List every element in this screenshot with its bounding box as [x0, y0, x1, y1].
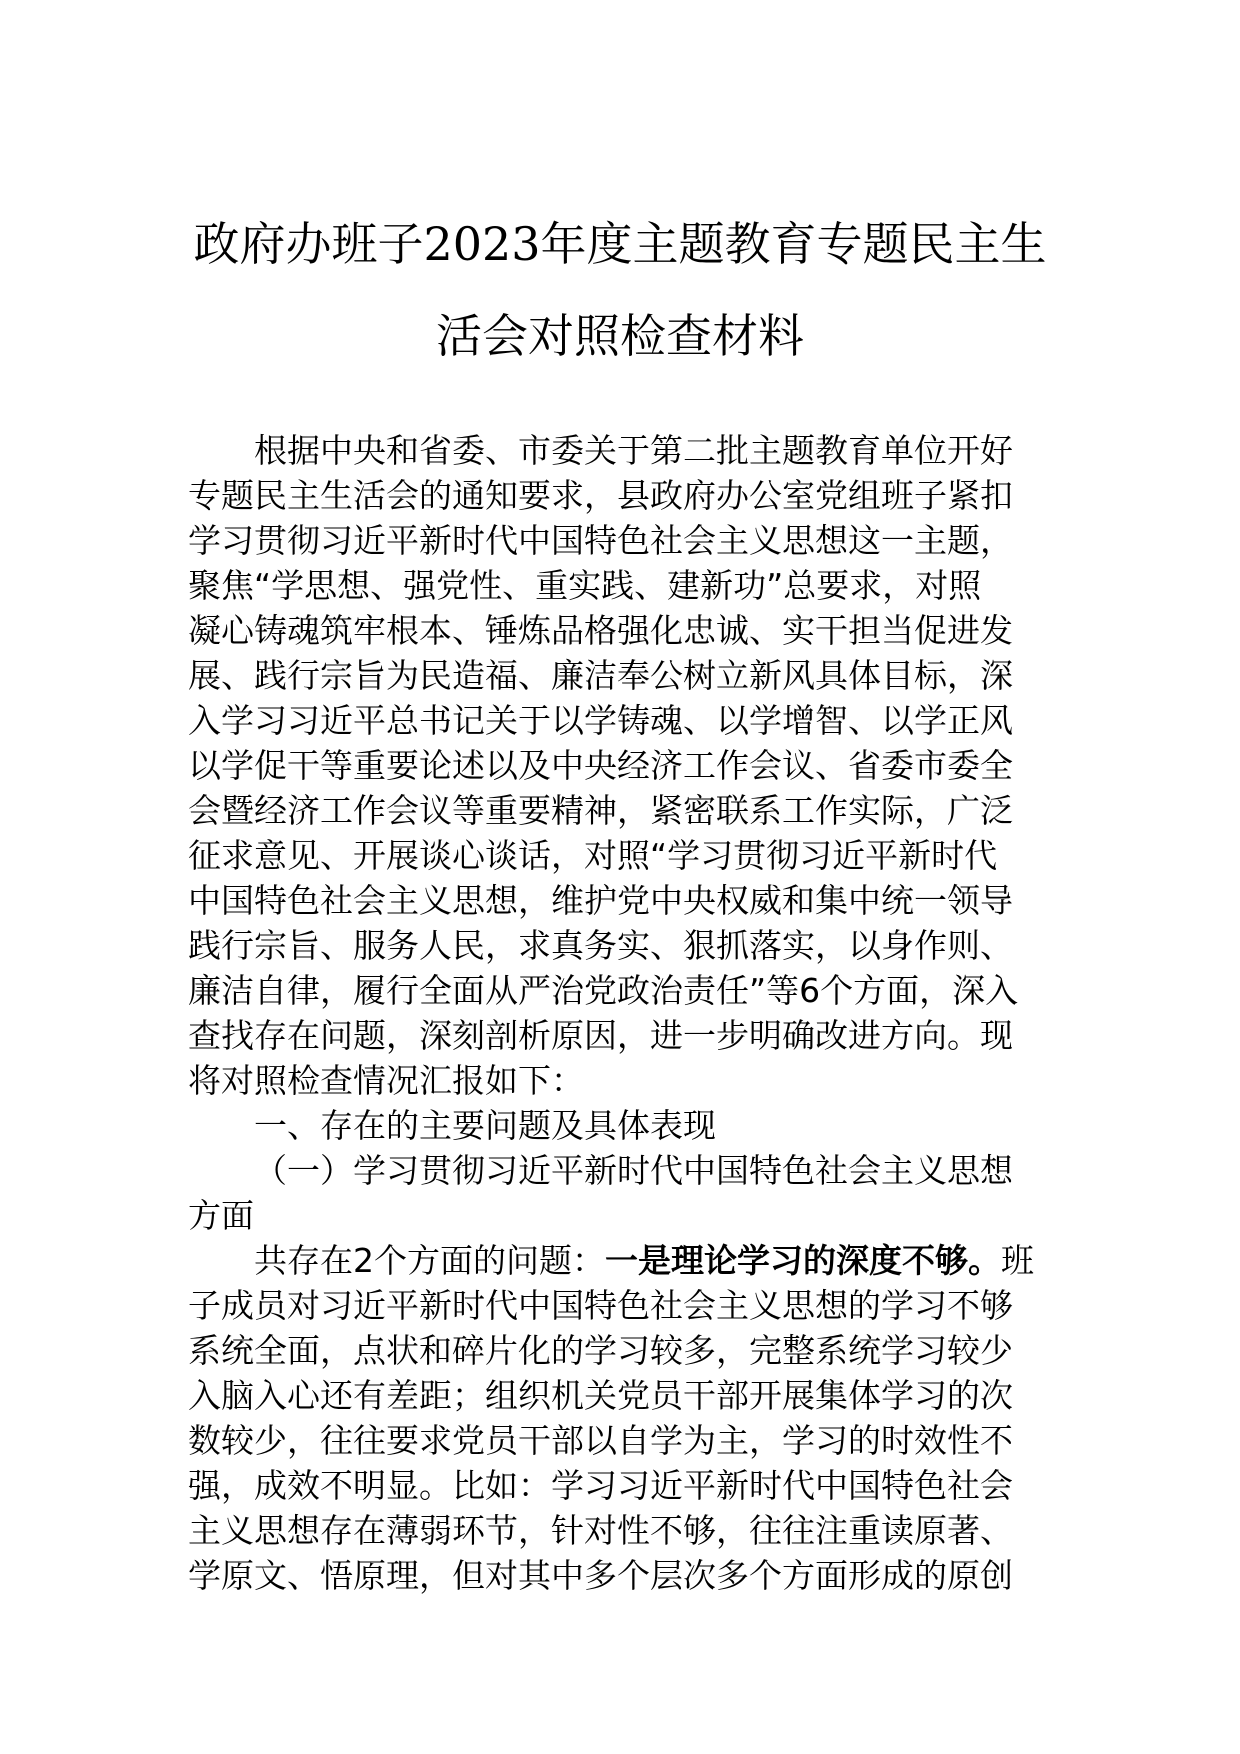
paragraph-line: 学习贯彻习近平新时代中国特色社会主义思想这一主题，: [188, 521, 1013, 560]
paragraph-line: 入脑入心还有差距；组织机关党员干部开展集体学习的次: [188, 1376, 1013, 1415]
paragraph-line: 凝心铸魂筑牢根本、锤炼品格强化忠诚、实干担当促进发: [188, 611, 1013, 650]
document-title-line-1: 政府办班子2023年度主题教育专题民主生: [193, 217, 1047, 271]
paragraph-line: 子成员对习近平新时代中国特色社会主义思想的学习不够: [188, 1286, 1013, 1325]
paragraph-line: 将对照检查情况汇报如下：: [188, 1061, 584, 1100]
paragraph-text: 班: [1001, 1241, 1034, 1280]
paragraph-line: 强，成效不明显。比如：学习习近平新时代中国特色社会: [188, 1466, 1013, 1505]
paragraph-line: 数较少，往往要求党员干部以自学为主，学习的时效性不: [188, 1421, 1013, 1460]
paragraph-line: 主义思想存在薄弱环节，针对性不够，往往注重读原著、: [188, 1511, 1013, 1550]
subsection-heading: （一）学习贯彻习近平新时代中国特色社会主义思想: [254, 1151, 1013, 1190]
paragraph-intro: 共存在2个方面的问题：: [254, 1241, 605, 1280]
paragraph-line: 中国特色社会主义思想，维护党中央权威和集中统一领导: [188, 881, 1013, 920]
subsection-heading-continued: 方面: [188, 1196, 254, 1235]
paragraph-line: 入学习习近平总书记关于以学铸魂、以学增智、以学正风: [188, 701, 1013, 740]
paragraph-line: 践行宗旨、服务人民，求真务实、狠抓落实，以身作则、: [188, 926, 1013, 965]
bold-point-heading: 一是理论学习的深度不够。: [605, 1241, 1001, 1280]
paragraph-line: 展、践行宗旨为民造福、廉洁奉公树立新风具体目标，深: [188, 656, 1013, 695]
document-title-line-2: 活会对照检查材料: [436, 309, 804, 363]
paragraph-line: 系统全面，点状和碎片化的学习较多，完整系统学习较少: [188, 1331, 1013, 1370]
paragraph-line: 查找存在问题，深刻剖析原因，进一步明确改进方向。现: [188, 1016, 1013, 1055]
paragraph-line: 以学促干等重要论述以及中央经济工作会议、省委市委全: [188, 746, 1013, 785]
paragraph-line: 学原文、悟原理，但对其中多个层次多个方面形成的原创: [188, 1556, 1013, 1595]
document-body: [188, 428, 1053, 1598]
paragraph-line: 会暨经济工作会议等重要精神，紧密联系工作实际，广泛: [188, 791, 1013, 830]
paragraph-line: 征求意见、开展谈心谈话，对照“学习贯彻习近平新时代: [188, 836, 998, 875]
paragraph-line: [188, 1238, 1053, 1283]
paragraph-line: 聚焦“学思想、强党性、重实践、建新功”总要求，对照: [188, 566, 982, 605]
section-heading: 一、存在的主要问题及具体表现: [254, 1106, 716, 1145]
paragraph-line: 根据中央和省委、市委关于第二批主题教育单位开好: [254, 431, 1013, 470]
paragraph-line: 廉洁自律，履行全面从严治党政治责任”等6个方面，深入: [188, 971, 1019, 1010]
paragraph-line: 专题民主生活会的通知要求，县政府办公室党组班子紧扣: [188, 476, 1013, 515]
